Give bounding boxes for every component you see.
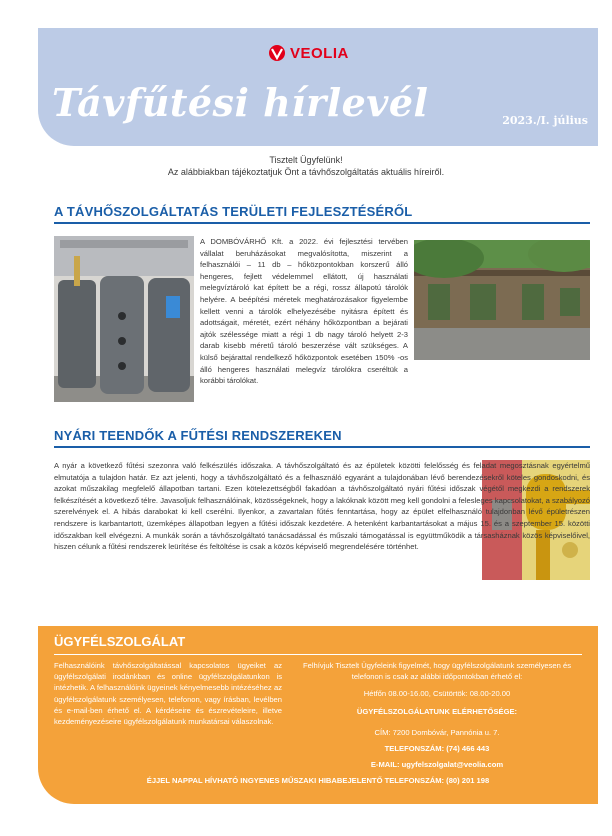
intro-text: Az alábbiakban tájékoztatjuk Önt a távhőszolgáltatás aktuális híreiről. [167, 167, 445, 177]
veolia-logo [268, 42, 349, 64]
opening-hours: Hétfőn 08.00-16.00, Csütörtök: 08.00-20.00 [363, 689, 511, 699]
issue-date: 2023./I. július [502, 114, 588, 127]
service-contact-block [292, 660, 582, 775]
section-divider [54, 446, 590, 448]
contacts-heading: ÜGYFÉLSZOLGÁLATUNK ELÉRHETŐSÉGE: [356, 706, 518, 716]
section1-paragraph: A DOMBÓVÁRHŐ Kft. a 2022. évi fejlesztési tervében vállalat beruházásokat megvalósította, miszerint a felhasználói – 11 db – hőközpontokban korszerű álló hengeres, fejlett védelemmel ellátott, új használati melegvíztároló kat épített be a régi, rossz állapotú tárolók helyére. A beépítési méretek meghatározásakor figyelembe kellett venni a tárolók elhelyezésébe nyitásra épített és adottságait, méretét, ezért néhány hőközpontban a bejárati ajtók szélessége miatt a régi 1 db nagy tároló helyett 2-3 darab kisebb méretű tároló beszerzése vált szükséges. A külső bejárattal rendelkező hőközpontok esetében 150% -os álló hengeres használati melegvíz tárolókra cseréltük a korábbi tárolókat. [200, 237, 408, 386]
service-address: CÍM: 7200 Dombóvár, Pannónia u. 7. [374, 727, 500, 737]
service-description: Felhasználóink távhőszolgáltatással kapcsolatos ügyeiket az ügyfélszolgálati irodánkban és online ügyfélszolgálatunkon is intézhetik. A felhasználóink ügyeinek kényelmesebb intézéséhez az ügyfélszolgálatunk személyesen, telefonon, vagy írásban, levélben és e-mail-ben érhető el. A kérdéseire és észrevételeire, illetve kezdeményezéseire ügyfélszolgálatunk munkatársai válaszolnak. [54, 661, 282, 727]
service-intro: Felhívjuk Tisztelt Ügyfeleink figyelmét, hogy ügyfélszolgálatunk személyesen és telefonon is csak az alábbi időpontokban érhető el: [302, 661, 572, 682]
salutation: Tisztelt Ügyfelünk! [269, 155, 343, 165]
service-phone: TELEFONSZÁM: (74) 466 443 [384, 744, 490, 754]
photo-water-tanks [54, 236, 194, 402]
photo-heating-building [414, 240, 590, 360]
section2-paragraph: A nyár a következő fűtési szezonra való felkészülés időszaka. A távhőszolgáltató és az épületek közötti felelősség és feladat megosztásnak egyértelmű elmutatója a tulajdon határ. Ez azt jelenti, hogy a távhőszolgáltató és a felhasználó egyaránt a tulajdonában lévő berendezésekről köteles gondoskodni, és azokat műszakilag megfelelő állapotban tartani. Ezen kötelezettségből fakadóan a távhőszolgáltató nyári fűtési időszak végétől megkezdi a rendszerek felkészítését a következő télre. Javasoljuk felhasználóinak, közösségeknek, hogy a lakóknak között meg kell gondolni a felesleges kapcsolatokat, a szabályozó szerelvények el. A hibás darabokat ki kell cserélni. Ilyenkor, a zavartalan fűtés fenntartása, hogy az épület elfelhasználó tulajdonban lévő épületrészen rendszere is karbantartott, üzemképes állapotban legyen a fűtési időszak kezdetére. A hetenként karbantartásokat a május 15. és a szeptember 15. közötti időszakban kell elvégezni. A munkák során a távhőszolgáltató tanácsadással és műszaki támogatással is együttműködik a társasháznak közös képviselőivel, hiszen célunk a fűtési rendszerek leürítése és feltöltése is csak a közös képviselő megrendelésére történhet. [54, 461, 590, 552]
service-divider [54, 654, 582, 655]
newsletter-title: Távfűtési hírlevél [52, 80, 429, 125]
header-band [38, 28, 598, 146]
service-title: ÜGYFÉLSZOLGÁLAT [54, 634, 186, 649]
section-title-summer-tasks: NYÁRI TEENDŐK A FŰTÉSI RENDSZEREKEN [54, 428, 342, 443]
section-divider [54, 222, 590, 224]
brand-name: VEOLIA [290, 44, 349, 62]
customer-service-box [38, 626, 598, 804]
veolia-logo-icon [268, 44, 286, 62]
section-title-development: A TÁVHŐSZOLGÁLTATÁS TERÜLETI FEJLESZTÉSÉRŐL [54, 204, 413, 219]
greeting [0, 154, 612, 178]
service-email[interactable]: E-MAIL: ugyfelszolgalat@veolia.com [370, 760, 504, 770]
hotline-number: ÉJJEL NAPPAL HÍVHATÓ INGYENES MŰSZAKI HIBABEJELENTŐ TELEFONSZÁM: (80) 201 198 [146, 776, 490, 785]
